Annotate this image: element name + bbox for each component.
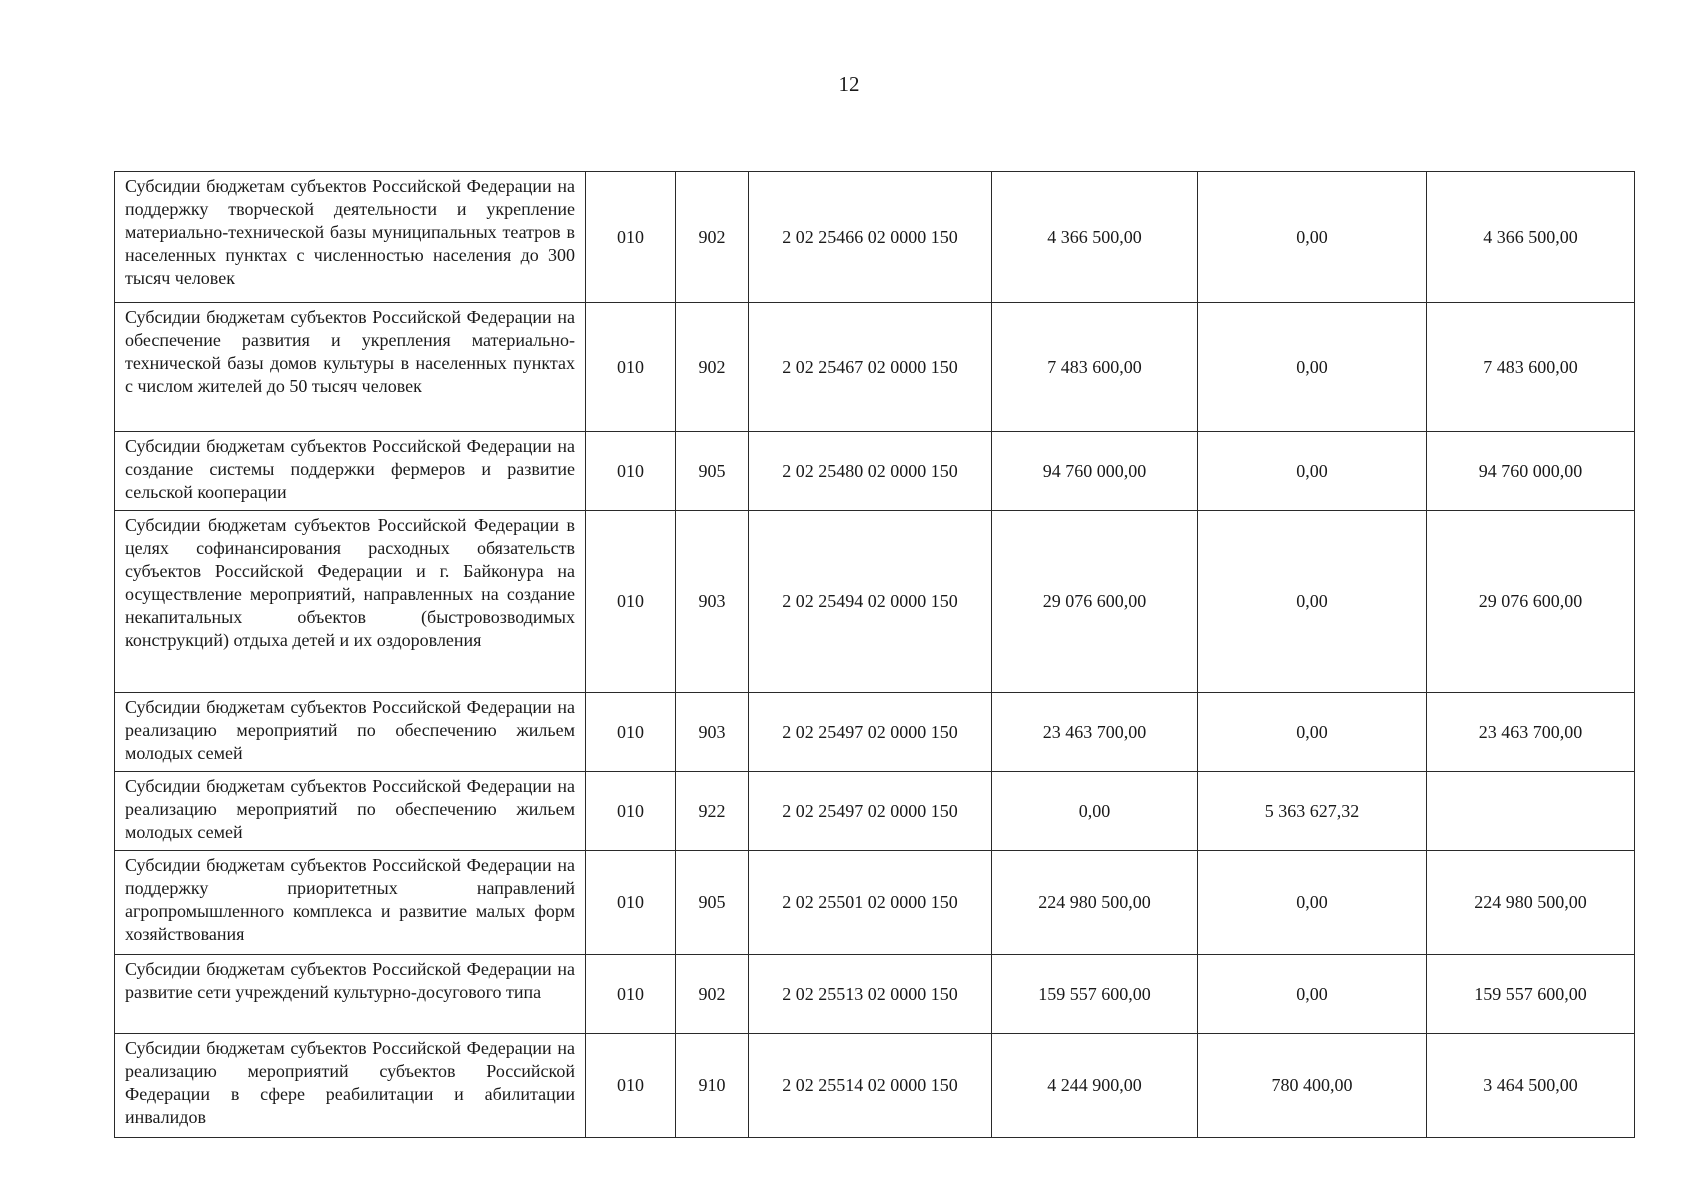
row-code-1: 010 bbox=[586, 1034, 676, 1138]
row-amount-3: 3 464 500,00 bbox=[1427, 1034, 1635, 1138]
table-row bbox=[115, 1034, 1635, 1138]
row-amount-3 bbox=[1427, 772, 1635, 851]
row-code-1: 010 bbox=[586, 772, 676, 851]
page-number: 12 bbox=[838, 72, 860, 96]
row-amount-2: 0,00 bbox=[1198, 172, 1427, 303]
row-amount-3: 29 076 600,00 bbox=[1427, 511, 1635, 693]
table-row bbox=[115, 511, 1635, 693]
row-description: Субсидии бюджетам субъектов Российской Федерации на поддержку приоритетных направлений агропромышленного комплекса и развитие малых форм хозяйствования bbox=[115, 851, 586, 955]
row-budget-code: 2 02 25467 02 0000 150 bbox=[749, 303, 992, 432]
row-budget-code: 2 02 25513 02 0000 150 bbox=[749, 955, 992, 1034]
row-code-1: 010 bbox=[586, 851, 676, 955]
table-row bbox=[115, 693, 1635, 772]
row-code-2: 902 bbox=[676, 172, 749, 303]
table-row bbox=[115, 432, 1635, 511]
row-amount-1: 4 244 900,00 bbox=[992, 1034, 1198, 1138]
row-amount-3: 4 366 500,00 bbox=[1427, 172, 1635, 303]
row-amount-2: 0,00 bbox=[1198, 432, 1427, 511]
row-description: Субсидии бюджетам субъектов Российской Федерации на создание системы поддержки фермеров и развитие сельской кооперации bbox=[115, 432, 586, 511]
row-amount-3: 23 463 700,00 bbox=[1427, 693, 1635, 772]
row-budget-code: 2 02 25480 02 0000 150 bbox=[749, 432, 992, 511]
row-amount-2: 5 363 627,32 bbox=[1198, 772, 1427, 851]
row-amount-1: 0,00 bbox=[992, 772, 1198, 851]
row-description: Субсидии бюджетам субъектов Российской Федерации на развитие сети учреждений культурно-досугового типа bbox=[115, 955, 586, 1034]
row-code-1: 010 bbox=[586, 303, 676, 432]
row-amount-2: 780 400,00 bbox=[1198, 1034, 1427, 1138]
table-row bbox=[115, 851, 1635, 955]
row-code-2: 903 bbox=[676, 511, 749, 693]
row-code-2: 910 bbox=[676, 1034, 749, 1138]
row-code-2: 905 bbox=[676, 851, 749, 955]
row-budget-code: 2 02 25497 02 0000 150 bbox=[749, 772, 992, 851]
row-budget-code: 2 02 25501 02 0000 150 bbox=[749, 851, 992, 955]
row-amount-3: 7 483 600,00 bbox=[1427, 303, 1635, 432]
row-amount-2: 0,00 bbox=[1198, 303, 1427, 432]
row-description: Субсидии бюджетам субъектов Российской Федерации на поддержку творческой деятельности и укрепление материально-технической базы муниципальных театров в населенных пунктах с численностью населения до 300 тысяч человек bbox=[115, 172, 586, 303]
row-budget-code: 2 02 25497 02 0000 150 bbox=[749, 693, 992, 772]
row-amount-2: 0,00 bbox=[1198, 693, 1427, 772]
row-code-1: 010 bbox=[586, 511, 676, 693]
row-amount-3: 159 557 600,00 bbox=[1427, 955, 1635, 1034]
row-amount-2: 0,00 bbox=[1198, 955, 1427, 1034]
row-amount-1: 159 557 600,00 bbox=[992, 955, 1198, 1034]
subsidy-table bbox=[114, 171, 1635, 1138]
table-row bbox=[115, 955, 1635, 1034]
row-description: Субсидии бюджетам субъектов Российской Федерации на реализацию мероприятий по обеспечению жильем молодых семей bbox=[115, 772, 586, 851]
row-amount-1: 94 760 000,00 bbox=[992, 432, 1198, 511]
row-code-2: 902 bbox=[676, 303, 749, 432]
row-amount-1: 4 366 500,00 bbox=[992, 172, 1198, 303]
row-code-1: 010 bbox=[586, 172, 676, 303]
row-amount-1: 7 483 600,00 bbox=[992, 303, 1198, 432]
row-code-2: 903 bbox=[676, 693, 749, 772]
row-code-2: 905 bbox=[676, 432, 749, 511]
row-description: Субсидии бюджетам субъектов Российской Федерации в целях софинансирования расходных обязательств субъектов Российской Федерации и г. Байконура на осуществление мероприятий, направленных на создание некапитальных объектов (быстровозводимых конструкций) отдыха детей и их оздоровления bbox=[115, 511, 586, 693]
row-description: Субсидии бюджетам субъектов Российской Федерации на реализацию мероприятий субъектов Российской Федерации в сфере реабилитации и абилитации инвалидов bbox=[115, 1034, 586, 1138]
row-amount-2: 0,00 bbox=[1198, 851, 1427, 955]
row-description: Субсидии бюджетам субъектов Российской Федерации на обеспечение развития и укрепления материально-технической базы домов культуры в населенных пунктах с числом жителей до 50 тысяч человек bbox=[115, 303, 586, 432]
row-code-2: 922 bbox=[676, 772, 749, 851]
row-budget-code: 2 02 25466 02 0000 150 bbox=[749, 172, 992, 303]
row-code-1: 010 bbox=[586, 432, 676, 511]
row-code-2: 902 bbox=[676, 955, 749, 1034]
table-row bbox=[115, 303, 1635, 432]
table-row bbox=[115, 172, 1635, 303]
row-description: Субсидии бюджетам субъектов Российской Федерации на реализацию мероприятий по обеспечению жильем молодых семей bbox=[115, 693, 586, 772]
table-row bbox=[115, 772, 1635, 851]
row-amount-3: 224 980 500,00 bbox=[1427, 851, 1635, 955]
row-code-1: 010 bbox=[586, 693, 676, 772]
row-code-1: 010 bbox=[586, 955, 676, 1034]
row-budget-code: 2 02 25514 02 0000 150 bbox=[749, 1034, 992, 1138]
row-amount-3: 94 760 000,00 bbox=[1427, 432, 1635, 511]
row-amount-1: 224 980 500,00 bbox=[992, 851, 1198, 955]
row-budget-code: 2 02 25494 02 0000 150 bbox=[749, 511, 992, 693]
row-amount-1: 23 463 700,00 bbox=[992, 693, 1198, 772]
row-amount-1: 29 076 600,00 bbox=[992, 511, 1198, 693]
row-amount-2: 0,00 bbox=[1198, 511, 1427, 693]
